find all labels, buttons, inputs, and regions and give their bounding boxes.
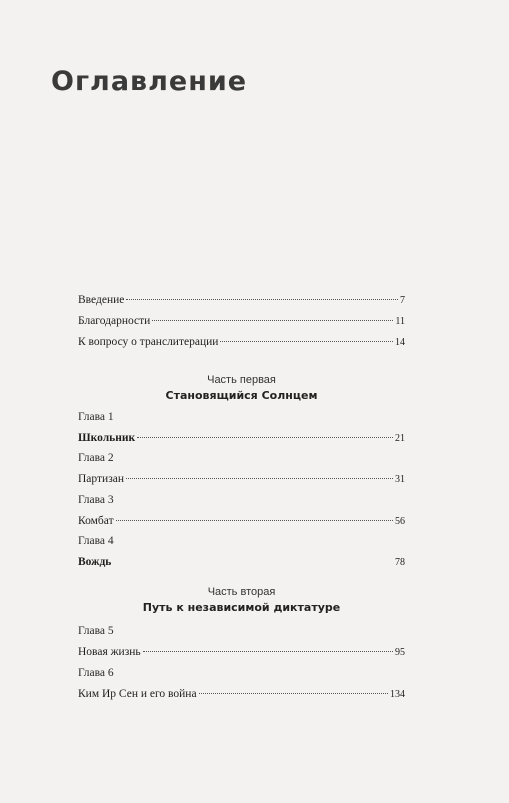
toc-entry-title: Вождь [78,556,112,568]
page-title: Оглавление [51,66,248,97]
toc-entry-transliteration[interactable] [78,335,405,350]
toc-entry-page: 95 [395,647,405,658]
chapter-label: Глава 2 [78,452,114,464]
toc-entry-title: К вопросу о транслитерации [78,336,219,348]
toc-entry-chapter-2[interactable] [78,472,405,487]
part-label: Часть первая [207,374,276,386]
chapter-label: Глава 6 [78,667,114,679]
toc-entry-title: Введение [78,294,125,306]
toc-entry-title: Ким Ир Сен и его война [78,688,197,700]
chapter-label: Глава 4 [78,535,114,547]
dot-leader [137,437,393,438]
dot-leader [143,651,393,652]
dot-leader [199,693,388,694]
toc-entry-title: Школьник [78,432,136,444]
toc-entry-page: 7 [400,295,405,306]
toc-entry-title: Партизан [78,473,124,485]
toc-entry-acknowledgements[interactable] [78,314,405,329]
toc-entry-title: Комбат [78,515,114,527]
chapter-label: Глава 5 [78,625,114,637]
toc-entry-title: Благодарности [78,315,151,327]
dot-leader [152,320,393,321]
toc-entry-chapter-3[interactable] [78,514,405,529]
dot-leader [126,478,393,479]
toc-entry-title: Новая жизнь [78,646,141,658]
dot-leader [220,341,393,342]
toc-entry-page: 11 [395,316,405,327]
dot-leader [116,520,393,521]
toc-entry-page: 14 [395,337,405,348]
toc-entry-chapter-6[interactable] [78,687,405,702]
toc-entry-page: 134 [390,689,405,700]
toc-entry-chapter-1[interactable] [78,431,405,446]
toc-entry-intro[interactable] [78,293,405,308]
toc-entry-page: 78 [395,557,405,568]
dot-leader [126,299,398,300]
part-title: Становящийся Солнцем [165,389,318,402]
toc-entry-page: 31 [395,474,405,485]
toc-entry-page: 21 [395,433,405,444]
part-title: Путь к независимой диктатуре [142,601,341,614]
dot-leader [113,561,393,562]
toc-entry-chapter-5[interactable] [78,645,405,660]
toc-entry-chapter-4[interactable] [78,555,405,570]
chapter-label: Глава 3 [78,494,114,506]
toc-entry-page: 56 [395,516,405,527]
chapter-label: Глава 1 [78,411,114,423]
part-label: Часть вторая [207,586,276,598]
